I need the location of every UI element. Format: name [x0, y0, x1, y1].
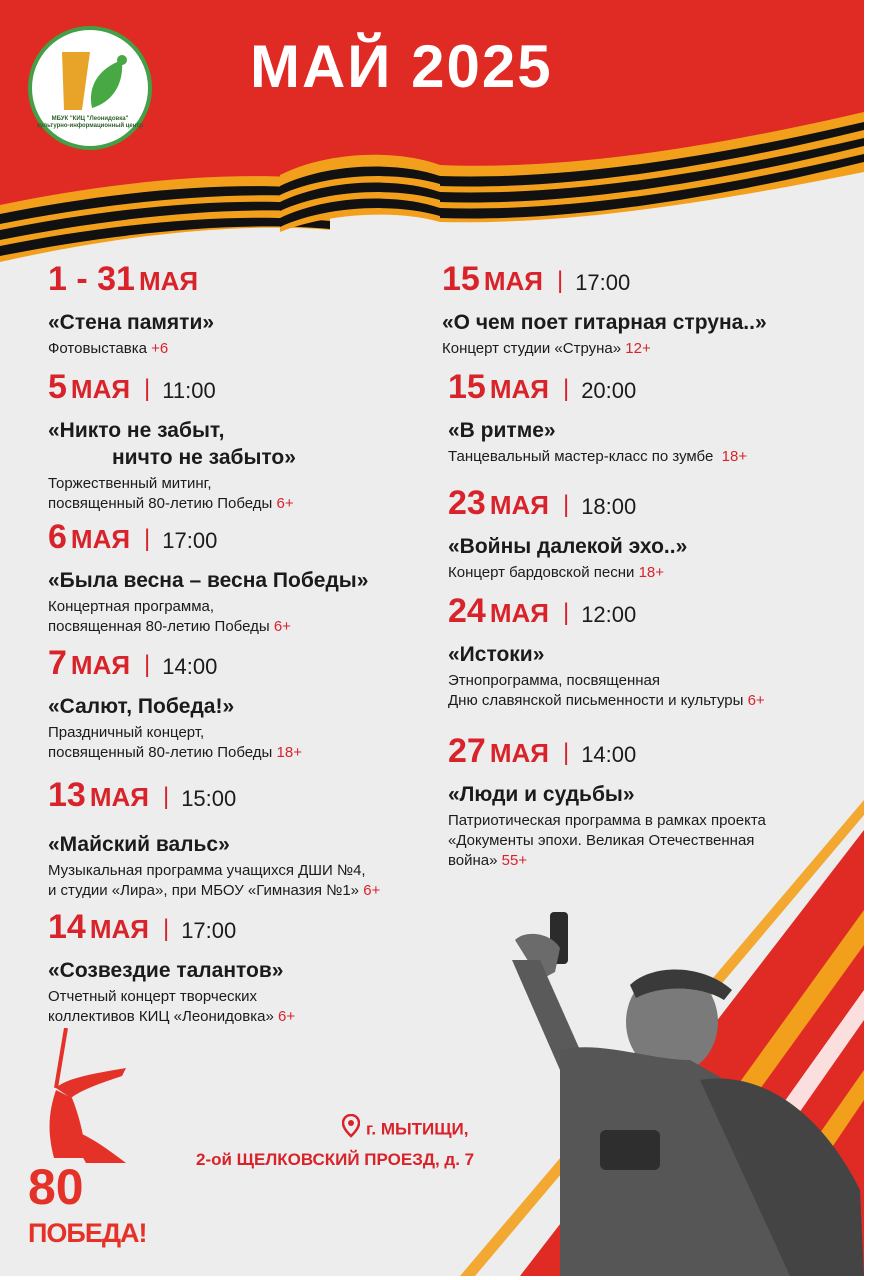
event-may-1-31	[48, 258, 214, 359]
event-time: 14:00	[581, 742, 637, 767]
event-day: 5	[48, 368, 67, 406]
logo-subcaption: культурно-информационный центр	[37, 123, 143, 129]
motherland-statue-icon	[26, 1028, 146, 1168]
address-line1: г. МЫТИЩИ,	[366, 1119, 469, 1139]
event-title: «Никто не забыт,	[48, 419, 225, 442]
event-day: 15	[448, 368, 486, 406]
event-month: МАЯ	[483, 266, 543, 296]
age-rating: 18+	[721, 448, 748, 465]
event-may-15-2000	[448, 366, 747, 467]
logo-caption: МБУК "КИЦ "Леонидовка"	[51, 116, 129, 122]
event-day: 7	[48, 644, 67, 682]
event-title: «Войны далекой эхо..»	[448, 535, 688, 558]
event-title: «В ритме»	[448, 419, 556, 442]
event-month: МАЯ	[89, 914, 149, 944]
event-date	[48, 258, 214, 307]
event-day: 14	[48, 908, 86, 946]
event-day: 6	[48, 518, 67, 556]
event-time: 20:00	[581, 378, 637, 403]
age-rating: 55+	[501, 852, 528, 869]
event-title: «Майский вальс»	[48, 833, 230, 856]
event-may-15-1700	[442, 258, 767, 359]
victory-number: 80	[28, 1159, 84, 1215]
event-title: «Салют, Победа!»	[48, 695, 235, 718]
event-may-24	[448, 590, 765, 711]
event-description: Музыкальная программа учащихся ДШИ №4, и студии «Лира», при МБОУ «Гимназия №1» 6+	[48, 862, 381, 899]
event-month: МАЯ	[70, 650, 131, 680]
event-time: 17:00	[162, 528, 218, 553]
age-rating: 6+	[273, 618, 291, 635]
event-may-6	[48, 516, 368, 637]
event-description: Концерт студии «Струна» 12+	[442, 340, 651, 357]
event-month: МАЯ	[489, 738, 549, 768]
age-rating: +6	[151, 340, 169, 357]
event-date: 13 МАЯ | 15:00	[48, 776, 237, 814]
event-description: Концерт бардовской песни 18+	[448, 564, 665, 581]
event-time: 17:00	[181, 918, 237, 943]
event-day: 24	[448, 592, 486, 630]
event-description: Торжественный митинг, посвященный 80-летию Победы 6+	[48, 475, 294, 512]
event-title: «Была весна – весна Победы»	[48, 569, 369, 592]
victory-word: ПОБЕДА!	[28, 1218, 147, 1248]
event-month: МАЯ	[70, 374, 131, 404]
event-may-23	[448, 482, 687, 583]
event-day: 23	[448, 484, 486, 522]
event-day: 15	[442, 260, 480, 298]
event-description: Концертная программа, посвященная 80-летию Победы 6+	[48, 598, 291, 635]
event-date: 24 МАЯ | 12:00	[448, 592, 637, 630]
event-time: 11:00	[162, 378, 216, 403]
event-may-5	[48, 366, 296, 514]
age-rating: 12+	[625, 340, 651, 357]
age-rating: 6+	[277, 1008, 296, 1025]
event-may-13	[48, 774, 380, 901]
event-date: 5 МАЯ | 11:00	[48, 368, 216, 406]
event-date: 6 МАЯ | 17:00	[48, 518, 218, 556]
victory-80-logo	[26, 1028, 146, 1254]
event-date: 7 МАЯ | 14:00	[48, 644, 218, 682]
age-rating: 18+	[638, 564, 665, 581]
event-day: 1 - 31	[48, 260, 135, 298]
event-month: МАЯ	[489, 490, 549, 520]
event-time: 17:00	[575, 270, 631, 295]
page-title: МАЙ 2025	[250, 33, 553, 100]
event-date: 27 МАЯ | 14:00	[448, 732, 637, 770]
event-description: Этнопрограмма, посвященная Дню славянской письменности и культуры 6+	[448, 672, 765, 709]
event-description: Праздничный концерт, посвященный 80-летию Победы 18+	[48, 724, 302, 761]
event-time: 14:00	[162, 654, 218, 679]
age-rating: 6+	[747, 692, 765, 709]
event-time: 12:00	[581, 602, 637, 627]
event-month: МАЯ	[70, 524, 131, 554]
event-may-27	[448, 730, 766, 871]
event-day: 27	[448, 732, 486, 770]
venue-address	[196, 1114, 474, 1173]
event-may-7	[48, 642, 302, 763]
event-title: «Истоки»	[448, 643, 545, 666]
event-month: МАЯ	[489, 598, 549, 628]
age-rating: 6+	[363, 882, 381, 899]
event-title: «Созвездие талантов»	[48, 959, 284, 982]
event-date: 14 МАЯ | 17:00	[48, 908, 237, 946]
event-description: Патриотическая программа в рамках проекта «Документы эпохи. Великая Отечественная война» 55+	[448, 812, 766, 869]
address-line2: 2-ой ЩЕЛКОВСКИЙ ПРОЕЗД, д. 7	[196, 1150, 475, 1169]
age-rating: 18+	[276, 744, 302, 761]
age-rating: 6+	[276, 495, 294, 512]
organization-logo	[28, 26, 152, 150]
event-month: МАЯ	[89, 782, 149, 812]
event-title: «О чем поет гитарная струна..»	[442, 311, 767, 334]
event-month: МАЯ	[489, 374, 549, 404]
event-title-line2: ничто не забыто»	[112, 446, 296, 469]
event-time: 18:00	[581, 494, 637, 519]
location-pin-icon	[342, 1114, 360, 1146]
event-date: 23 МАЯ | 18:00	[448, 484, 637, 522]
event-title: «Стена памяти»	[48, 311, 215, 334]
event-month: МАЯ	[138, 266, 199, 296]
event-description: Фотовыставка +6	[48, 340, 169, 357]
event-time: 15:00	[181, 786, 237, 811]
event-may-14	[48, 906, 295, 1027]
event-description: Отчетный концерт творческих коллективов КИЦ «Леонидовка» 6+	[48, 988, 296, 1025]
event-date: 15 МАЯ | 17:00	[442, 260, 631, 298]
event-title: «Люди и судьбы»	[448, 783, 635, 806]
event-description: Танцевальный мастер-класс по зумбе 18+	[448, 448, 748, 465]
event-date: 15 МАЯ | 20:00	[448, 368, 637, 406]
event-day: 13	[48, 776, 86, 814]
